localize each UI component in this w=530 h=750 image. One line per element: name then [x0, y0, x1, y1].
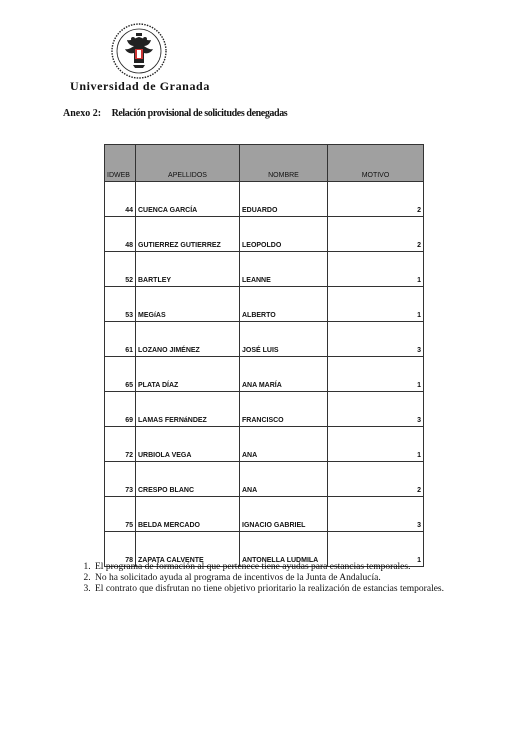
- cell-nombre: LEANNE: [240, 252, 328, 287]
- table-row: [105, 182, 424, 217]
- annex-description: Relación provisional de solicitudes denegadas: [111, 108, 288, 119]
- cell-nombre: ANTONELLA LUDMILA: [240, 532, 328, 567]
- cell-apellidos: URBIOLA VEGA: [136, 427, 240, 462]
- cell-nombre: EDUARDO: [240, 182, 328, 217]
- table-row: [105, 357, 424, 392]
- cell-nombre: IGNACIO GABRIEL: [240, 497, 328, 532]
- cell-idweb: 65: [105, 357, 136, 392]
- cell-apellidos: MEGíAS: [136, 287, 240, 322]
- cell-nombre: JOSÉ LUIS: [240, 322, 328, 357]
- cell-motivo: 1: [328, 252, 424, 287]
- reason-note: 3. El contrato que disfrutan no tiene objetivo prioritario la realización de estancias temporales.: [93, 584, 493, 595]
- cell-motivo: 3: [328, 392, 424, 427]
- cell-motivo: 1: [328, 357, 424, 392]
- cell-apellidos: CRESPO BLANC: [136, 462, 240, 497]
- reason-notes-list: [65, 562, 493, 595]
- cell-motivo: 1: [328, 427, 424, 462]
- table-row: [105, 462, 424, 497]
- table-row: [105, 252, 424, 287]
- table-row: [105, 392, 424, 427]
- cell-apellidos: LAMAS FERNáNDEZ: [136, 392, 240, 427]
- cell-idweb: 75: [105, 497, 136, 532]
- column-header-nombre: NOMBRE: [240, 145, 328, 182]
- cell-apellidos: LOZANO JIMÉNEZ: [136, 322, 240, 357]
- cell-motivo: 2: [328, 462, 424, 497]
- cell-idweb: 72: [105, 427, 136, 462]
- cell-motivo: 3: [328, 322, 424, 357]
- cell-apellidos: BARTLEY: [136, 252, 240, 287]
- cell-nombre: FRANCISCO: [240, 392, 328, 427]
- cell-nombre: ANA MARÍA: [240, 357, 328, 392]
- cell-motivo: 2: [328, 217, 424, 252]
- cell-idweb: 61: [105, 322, 136, 357]
- cell-apellidos: BELDA MERCADO: [136, 497, 240, 532]
- column-header-motivo: MOTIVO: [328, 145, 424, 182]
- cell-idweb: 44: [105, 182, 136, 217]
- cell-apellidos: ZAPATA CALVENTE: [136, 532, 240, 567]
- cell-nombre: ALBERTO: [240, 287, 328, 322]
- column-header-idweb: IDWEB: [105, 145, 136, 182]
- table-header-row: [105, 145, 424, 182]
- university-name: Universidad de Granada: [70, 79, 210, 93]
- table-row: [105, 287, 424, 322]
- annex-title: [63, 108, 287, 119]
- cell-idweb: 73: [105, 462, 136, 497]
- table-row: [105, 497, 424, 532]
- cell-nombre: ANA: [240, 462, 328, 497]
- column-header-apellidos: APELLIDOS: [136, 145, 240, 182]
- cell-motivo: 2: [328, 182, 424, 217]
- cell-idweb: 78: [105, 532, 136, 567]
- cell-motivo: 3: [328, 497, 424, 532]
- cell-idweb: 52: [105, 252, 136, 287]
- cell-idweb: 53: [105, 287, 136, 322]
- cell-apellidos: PLATA DÍAZ: [136, 357, 240, 392]
- table-row: [105, 217, 424, 252]
- cell-motivo: 1: [328, 532, 424, 567]
- table-row: [105, 322, 424, 357]
- cell-apellidos: GUTIERREZ GUTIERREZ: [136, 217, 240, 252]
- cell-nombre: LEOPOLDO: [240, 217, 328, 252]
- table-row: [105, 427, 424, 462]
- reason-note: 1. El programa de formación al que pertenece tiene ayudas para estancias temporales.: [93, 562, 493, 573]
- cell-apellidos: CUENCA GARCÍA: [136, 182, 240, 217]
- cell-idweb: 69: [105, 392, 136, 427]
- cell-idweb: 48: [105, 217, 136, 252]
- denied-applications-table: [104, 144, 424, 567]
- cell-motivo: 1: [328, 287, 424, 322]
- cell-nombre: ANA: [240, 427, 328, 462]
- annex-number: Anexo 2:: [63, 108, 102, 119]
- university-seal-logo: [111, 23, 167, 79]
- reason-note: 2. No ha solicitado ayuda al programa de incentivos de la Junta de Andalucía.: [93, 573, 493, 584]
